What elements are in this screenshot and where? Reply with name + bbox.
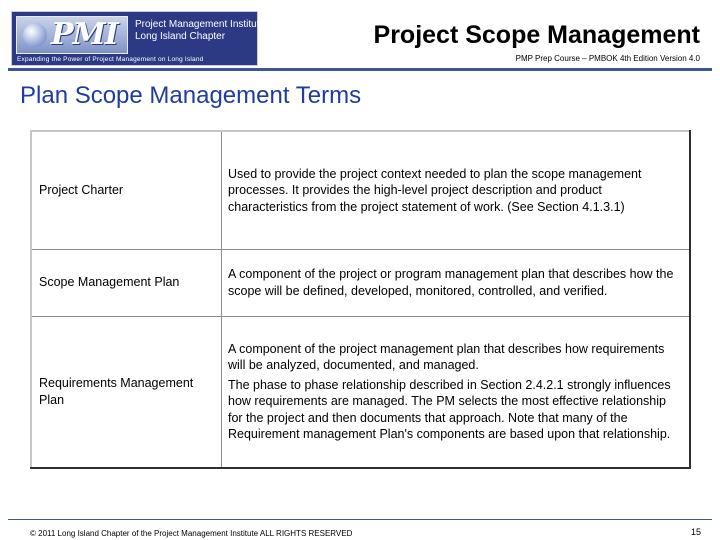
terms-table bbox=[30, 130, 691, 469]
header-subtitle: PMP Prep Course – PMBOK 4th Edition Version 4.0 bbox=[515, 54, 700, 63]
pmi-chapter-logo bbox=[11, 11, 266, 66]
table-row bbox=[31, 249, 690, 316]
page-number: 15 bbox=[691, 527, 702, 537]
term-label: Requirements Management Plan bbox=[39, 376, 194, 407]
term-cell bbox=[31, 316, 222, 468]
term-cell bbox=[31, 131, 222, 249]
term-label: Scope Management Plan bbox=[39, 275, 180, 290]
definition-cell bbox=[222, 131, 691, 249]
term-cell bbox=[31, 249, 222, 316]
term-label: Project Charter bbox=[39, 183, 124, 197]
definition-text: A component of the project management plan that describes how requirements will be analyzed, documented, and managed. bbox=[228, 341, 665, 373]
logo-name-line-2: Long Island Chapter bbox=[135, 31, 226, 42]
logo-organization-name bbox=[135, 19, 265, 43]
definition-text: A component of the project or program management plan that describes how the scope will be defined, developed, monitored, controlled, and verified. bbox=[228, 267, 674, 298]
logo-name-line-1: Project Management Institute bbox=[135, 19, 266, 30]
globe-icon bbox=[23, 23, 47, 47]
logo-tagline: Expanding the Power of Project Management on Long Island bbox=[17, 56, 204, 63]
definition-text: Used to provide the project context needed to plan the scope management processes. It provides the high-level project description and product characteristics from the project statement of work. (See Section 4.1.3.1) bbox=[228, 166, 642, 214]
table-row bbox=[31, 316, 690, 468]
pmi-logo-letters: PMI bbox=[51, 17, 118, 52]
footer-divider bbox=[8, 519, 712, 520]
table-row bbox=[31, 131, 690, 249]
header-title: Project Scope Management bbox=[373, 21, 700, 49]
definition-cell bbox=[222, 249, 691, 316]
footer-copyright: © 2011 Long Island Chapter of the Project Management Institute ALL RIGHTS RESERVED bbox=[30, 529, 353, 538]
definition-text: The phase to phase relationship described in Section 2.4.2.1 strongly influences how requirements are managed. The PM selects the most effective relationship for the project and then documents that approach. Note that many of the Requirement management Plan's components are based upon that relationship. bbox=[228, 377, 671, 442]
header-divider bbox=[8, 68, 712, 71]
definition-cell bbox=[222, 316, 691, 468]
pmi-logo-mark bbox=[16, 16, 128, 54]
slide-title: Plan Scope Management Terms bbox=[20, 82, 362, 109]
